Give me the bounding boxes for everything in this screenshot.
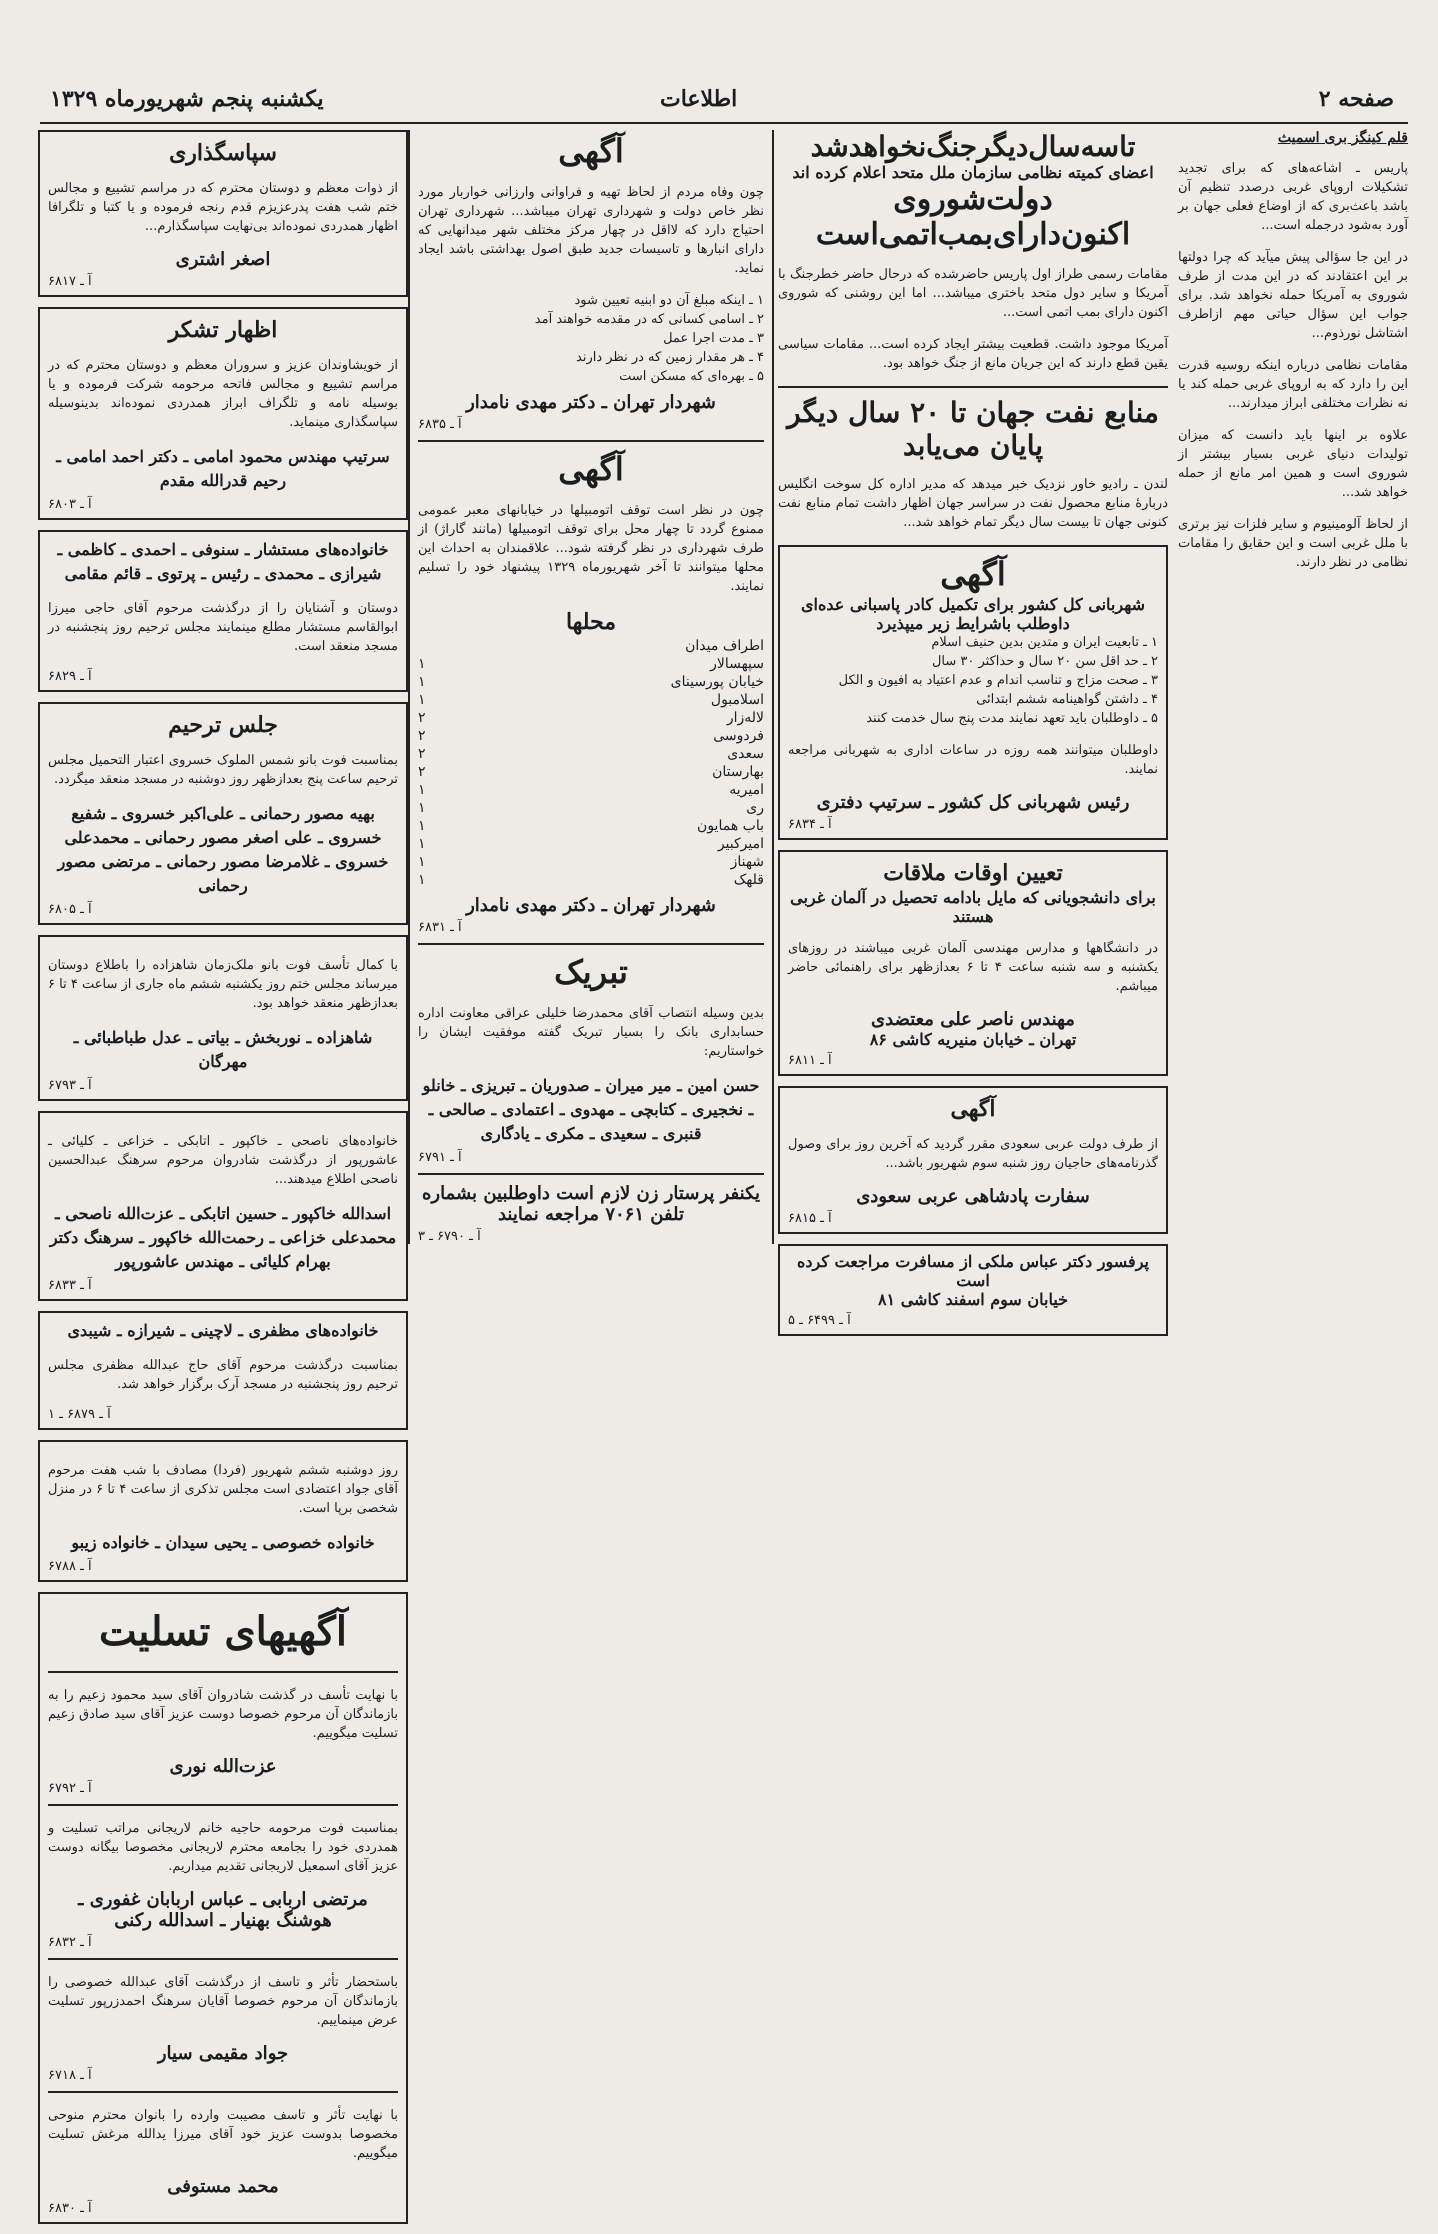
oil-headline: منابع نفت جهان تا ۲۰ سال دیگر پایان می‌یابد [787, 396, 1159, 462]
ad-code: آ ـ ۶۸۳۴ [788, 817, 832, 832]
article-text: مقامات رسمی طراز اول پاریس حاضرشده که درحال حاضر خطرجنگ با آمریکا و سایر دول متحد باختری میباشد... اما این روشنی که شوروی اکنون دارای بمب اتمی است... [778, 267, 1168, 320]
nurse-ad: یکنفر پرستار زن لازم است داوطلبین بشماره تلفن ۷۰۶۱ مراجعه نمایند [421, 1183, 761, 1225]
congrats-names: حسن امین ـ میر میران ـ صدوریان ـ تبریزی ـ خانلو ـ نخجیری ـ کتابچی ـ مهدوی ـ اعتمادی ـ صالحی ـ قنبری ـ سعیدی ـ مکری ـ یادگاری [422, 1076, 760, 1143]
ad-signature: شهردار تهران ـ دکتر مهدی نامدار [466, 392, 716, 413]
ad-item: ۴ ـ هر مقدار زمین که در نظر دارند [576, 350, 764, 365]
ad-text: از خویشاوندان عزیز و سروران معظم و دوستان محترم که در مراسم تشییع و مجالس فاتحه مرحومه شرکت فرموده و یا بوسیله نامه و تلگراف ابراز همدردی نموده‌اند بدینوسیله سپاسگذاری مینماید. [48, 358, 398, 430]
column-middle-right [778, 130, 1168, 1346]
ad-code: آ ـ ۶۸۳۵ [418, 417, 462, 432]
ad-code: آ ـ ۶۷۹۱ [418, 1150, 462, 1165]
ad-code: آ ـ ۶۷۹۲ [48, 1781, 92, 1796]
page-number: صفحه ۲ [1318, 86, 1394, 112]
ad-text: با کمال تأسف فوت بانو ملک‌زمان شاهزاده را باطلاع دوستان میرساند مجلس ختم روز یکشنبه ششم ماه جاری از ساعت ۴ تا ۶ بعدازظهر منعقد خواهد بود. [48, 958, 398, 1011]
ad-item: ۲ ـ اسامی کسانی که در مقدمه خواهند آمد [534, 312, 764, 327]
ad-signature: سفارت پادشاهی عربی سعودی [856, 1186, 1090, 1207]
list-item: باب همایون ۱ [418, 818, 764, 834]
doctor-ad [778, 1244, 1168, 1336]
section-title: آگهیهای تسلیت [99, 1608, 347, 1655]
condolence-text: با نهایت تأثر و تاسف مصیبت وارده را بانوان محترم منوحی مخصوصا بدوست عزیز خود آقای میرزا یدالله مرغش تسلیت میگوییم. [48, 2108, 398, 2161]
obituary-ad [38, 1311, 408, 1430]
obituary-ad [38, 1440, 408, 1582]
ad-names: سرتیپ مهندس محمود امامی ـ دکتر احمد امامی ـ رحیم قدرالله مقدم [56, 447, 390, 490]
ad-text: بمناسبت فوت بانو شمس الملوک خسروی اعتبار التحمیل مجلس ترحیم ساعت پنج بعدازظهر روز دوشنبه در مسجد منعقد میگردد. [48, 753, 398, 787]
ad-code: آ ـ ۶۸۱۷ [48, 274, 92, 289]
families-ad [38, 530, 408, 692]
divider [48, 1958, 398, 1960]
subheadline: اعضای کمیته نظامی سازمان ملل متحد اعلام کرده اند [792, 163, 1154, 182]
ad-text: در دانشگاهها و مدارس مهندسی آلمان غربی میباشند در روزهای یکشنبه و سه شنبه ساعت ۴ تا ۶ بعدازظهر برای راهنمائی حاضر میباشم. [788, 941, 1158, 994]
condolence-signature: عزت‌الله نوری [169, 1756, 277, 1777]
divider [778, 386, 1168, 388]
ad-title: جلس ترحیم [168, 712, 278, 738]
ad-code: آ ـ ۶۸۲۹ [48, 669, 92, 684]
ad-signature: رئیس شهربانی کل کشور ـ سرتیپ دفتری [816, 792, 1130, 813]
article-text: پاریس ـ اشاعه‌های که برای تجدید تشکیلات اروپای غربی درصدد تنظیم آن باشد باعث‌بری که از اوضاع فعلی جهان بر آورد به‌شود درجمله است... [1178, 161, 1408, 233]
list-item: اسلامبول ۱ [418, 692, 764, 708]
locations-list [418, 637, 764, 889]
ad-names: خانواده خصوصی ـ یحیی سیدان ـ خانواده زیبو [71, 1533, 375, 1552]
article-text: از لحاظ آلومینیوم و سایر فلزات نیز برتری با ملل غربی است و این حقایق را مقامات نظامی در نظر دارند. [1178, 517, 1408, 570]
list-item: سعدی ۲ [418, 746, 764, 762]
list-item: قلهک ۱ [418, 872, 764, 888]
list-item: خیابان پورسینای ۱ [418, 674, 764, 690]
condolence-text: باستحضار تأثر و تاسف از درگذشت آقای عبدالله خصوصی را بازماندگان آن مرحوم خصوصا آقایان سرهنگ احمدزرپور تسلیت عرض مینماییم. [48, 1975, 398, 2028]
ad-text: چون در نظر است توقف اتومبیلها در خیابانهای معبر عمومی ممنوع گردد تا چهار محل برای توقف اتومبیلها (مانند گاراژ) از طرف شهرداری در نظر گرفته شود... علاقمندان به احداث این محلها میتوانند تا آخر شهریورماه ۱۳۲۹ پیشنهاد خود را تسلیم نمایند. [418, 503, 764, 594]
ad-code: آ ـ ۶۸۳۰ [48, 2201, 92, 2216]
ad-code: آ ـ ۶۸۱۱ [788, 1053, 832, 1068]
ad-code: آ ـ ۶۸۰۵ [48, 902, 92, 917]
ad-code: آ ـ ۶۸۰۳ [48, 497, 92, 512]
list-item: فردوسی ۲ [418, 728, 764, 744]
divider [48, 1671, 398, 1673]
condolence-text: با نهایت تأسف در گذشت شادروان آقای سید محمود زعیم را به بازماندگان آن مرحوم خصوصا دوست عزیز آقای سید صادق زعیم تسلیت میگوییم. [48, 1688, 398, 1741]
ad-item: ۲ ـ حد اقل سن ۲۰ سال و حداکثر ۳۰ سال [931, 654, 1158, 669]
obituary-ad [38, 935, 408, 1101]
condolence-text: بمناسبت فوت مرحومه حاجیه خانم لاریجانی مراتب تسلیت و همدردی خود را بجامعه محترم لاریجانی مخصوصا بیگانه دوست عزیز آقای اسمعیل لاریجانی تقدیم میداریم. [48, 1821, 398, 1874]
condolence-signature: مرتضی اربابی ـ عباس اربابان غفوری ـ هوشنگ بهنیار ـ اسدالله رکنی [78, 1889, 368, 1931]
ad-text: چون وفاه مردم از لحاظ تهیه و فراوانی وارزانی خواربار مورد نظر خاص دولت و شهرداری تهران میباشد... شهرداری تهران احتیاج دارد که لااقل در چهار مرکز مختلف شهر میدانهایی که دارای انبارها و تاسیسات جدید طبق اصول بهداشتی باشد ایجاد نماید. [418, 185, 764, 276]
divider [418, 1173, 764, 1175]
ad-code: آ ـ ۶۷۸۸ [48, 1559, 92, 1574]
list-item: شهناز ۱ [418, 854, 764, 870]
ad-code: آ ـ ۶۸۷۹ ـ ۱ [48, 1407, 111, 1422]
list-item: بهارستان ۲ [418, 764, 764, 780]
obituary-ad [38, 1111, 408, 1301]
ad-address: خیابان سوم اسفند کاشی ۸۱ [877, 1290, 1069, 1309]
newspaper-name: اطلاعات [660, 86, 738, 112]
list-item: امیریه ۱ [418, 782, 764, 798]
headline-secondary: دولت‌شوروی اکنون‌دارای‌بمب‌اتمی‌است [815, 182, 1131, 252]
ad-title: آگهی [950, 1096, 996, 1122]
ad-item: ۴ ـ داشتن گواهینامه ششم ابتدائی [976, 692, 1158, 707]
locations-header: اطراف میدان [685, 638, 764, 654]
ad-text: دوستان و آشنایان را از درگذشت مرحوم آقای حاجی میرزا ابوالقاسم مستشار مطلع مینمایند مجلس ترحیم روز پنجشنبه در مسجد منعقد است. [48, 601, 398, 654]
ad-title: سپاسگذاری [169, 140, 277, 166]
ad-item: ۵ ـ داوطلبان باید تعهد نمایند مدت پنج سال خدمت کنند [866, 711, 1158, 726]
ad-names: بهیه مصور رحمانی ـ علی‌اکبر خسروی ـ شفیع خسروی ـ علی اصغر مصور رحمانی ـ محمدعلی خسروی ـ غلامرضا مصور رحمانی ـ مرتضی مصور رحمانی [57, 804, 389, 895]
ad-code: آ ـ ۶۷۹۰ ـ ۳ [418, 1229, 481, 1244]
ad-signature: شهردار تهران ـ دکتر مهدی نامدار [466, 895, 716, 916]
meeting-ad [778, 850, 1168, 1076]
headline: تاسه‌سال‌دیگرجنگ‌نخواهدشد [810, 130, 1136, 163]
column-right [1178, 130, 1408, 585]
ad-item: ۱ ـ تابعیت ایران و متدین بدین حنیف اسلام [931, 635, 1158, 650]
page-header [40, 78, 1408, 124]
ad-text: بمناسبت درگذشت مرحوم آقای حاج عبدالله مظفری مجلس ترحیم روز پنجشنبه در مسجد آرک برگزار خواهد شد. [48, 1358, 398, 1392]
ad-item: ۳ ـ مدت اجرا عمل [663, 331, 764, 346]
divider [418, 440, 764, 442]
ad-address: تهران ـ خیابان منیریه کاشی ۸۶ [869, 1030, 1077, 1049]
article-text: علاوه بر اینها باید دانست که میزان تولیدات دنیای غربی بسیار بیشتر از شوروی است و همین امر مانع از حمله خواهد شد... [1178, 428, 1408, 500]
oil-article: لندن ـ رادیو خاور نزدیک خبر میدهد که مدیر اداره کل سوخت انگلیس دربارهٔ منابع محصول نفت در سراسر جهان اظهار داشت تمام منابع نفت کنونی جهان تا بیست سال دیگر تمام خواهد شد... [778, 477, 1168, 530]
ad-title: آگهی [558, 132, 624, 170]
ad-title: اظهار تشکر [168, 317, 278, 343]
saudi-ad [778, 1086, 1168, 1234]
issue-date: یکشنبه پنجم شهریورماه ۱۳۲۹ [50, 86, 324, 112]
ad-text: خانواده‌های ناصحی ـ خاکپور ـ اتابکی ـ خزاعی ـ کلیائی ـ عاشورپور از درگذشت شادروان مرحوم سرهنگ عبدالحسین ناصحی اطلاع میدهند... [48, 1134, 398, 1187]
ad-names: شاهزاده ـ نوربخش ـ بیاتی ـ عدل طباطبائی ـ مهرگان [73, 1028, 373, 1071]
ad-text: از طرف دولت عربی سعودی مقرر گردید که آخرین روز برای وصول گذرنامه‌های حاجیان روز شنبه سوم شهریور باشد... [788, 1137, 1158, 1171]
ad-title: تعیین اوقات ملاقات [883, 860, 1063, 886]
congrats-text: بدین وسیله انتصاب آقای محمدرضا خلیلی عراقی معاونت اداره حسابداری بانک را بسیار تبریک گفته موفقیت ایشان را خواستاریم: [418, 1006, 764, 1059]
ad-title: آگهی [940, 555, 1006, 593]
condolence-signature: محمد مستوفی [167, 2176, 279, 2197]
article-text: آمریکا موجود داشت. قطعیت بیشتر ایجاد کرده است... مقامات سیاسی یقین قطع دارند که این جریان مانع از جنگ خواهد بود. [778, 337, 1168, 371]
ad-signature: مهندس ناصر علی معتضدی [871, 1009, 1075, 1030]
article-text: در این جا سؤالی پیش میآید که چرا دولتها بر این اعتقادند که در این مدت از طرف شوروی به آمریکا حمله نخواهد شد. برای جواب این سؤال حیاتی مهم ازاطرف اشتاشل نورذوم... [1178, 250, 1408, 341]
divider [418, 943, 764, 945]
ad-code: آ ـ ۶۷۹۳ [48, 1078, 92, 1093]
ad-lead: برای دانشجویانی که مایل بادامه تحصیل در آلمان غربی هستند [790, 888, 1156, 926]
byline: قلم کینگز بری اسمیث [1277, 130, 1408, 146]
ad-text: پرفسور دکتر عباس ملکی از مسافرت مراجعت کرده است [797, 1252, 1149, 1290]
ad-text: روز دوشنبه ششم شهریور (فردا) مصادف با شب هفت مرحوم آقای جواد اعتضادی است مجلس تذکری از ساعت ۴ تا ۶ در منزل شخصی برپا است. [48, 1463, 398, 1516]
ad-code: آ ـ ۶۸۳۳ [48, 1278, 92, 1293]
ad-names: خانواده‌های مستشار ـ سنوفی ـ احمدی ـ کاظمی ـ شیرازی ـ محمدی ـ رئیس ـ پرتوی ـ قائم مقامی [57, 540, 389, 583]
list-item: لاله‌زار ۲ [418, 710, 764, 726]
column-middle-left [408, 130, 774, 1244]
locations-title: محلها [565, 609, 617, 635]
ad-code: آ ـ ۶۸۱۵ [788, 1211, 832, 1226]
gratitude-ad [38, 307, 408, 520]
column-left [38, 130, 408, 2234]
ad-code: آ ـ ۶۸۳۱ [418, 920, 462, 935]
ad-text: از ذوات معظم و دوستان محترم که در مراسم تشییع و مجالس ختم شب هفت پدرعزیزم قدم رنجه فرموده و یا کتبا و تلگرافا اظهار همدردی نموده‌اند بی‌نهایت سپاسگذارم... [48, 181, 398, 234]
ad-item: ۱ ـ اینکه مبلغ آن دو ابنیه تعیین شود [574, 293, 764, 308]
ad-code: آ ـ ۶۸۳۲ [48, 1935, 92, 1950]
congrats-title: تبریک [554, 953, 628, 991]
ad-names: اسدالله خاکپور ـ حسین اتابکی ـ عزت‌الله ناصحی ـ محمدعلی خزاعی ـ رحمت‌الله خاکپور ـ سرهنگ دکتر بهرام کلیائی ـ مهندس عاشورپور [49, 1204, 397, 1271]
ad-lead: شهربانی کل کشور برای تکمیل کادر پاسبانی عده‌ای داوطلب باشرایط زیر میپذیرد [801, 595, 1145, 633]
ad-code: آ ـ ۶۷۱۸ [48, 2068, 92, 2083]
ad-names: خانواده‌های مظفری ـ لاچینی ـ شیرازه ـ شیبدی [67, 1321, 379, 1340]
police-ad [778, 545, 1168, 840]
ad-signature: اصغر اشتری [175, 249, 271, 270]
thanks-ad [38, 130, 408, 297]
ad-code: آ ـ ۶۴۹۹ ـ ۵ [788, 1313, 851, 1328]
ad-title: آگهی [558, 450, 624, 488]
memorial-ad [38, 702, 408, 925]
list-item: سپهسالار ۱ [418, 656, 764, 672]
divider [48, 1804, 398, 1806]
list-item: امیرکبیر ۱ [418, 836, 764, 852]
condolence-section [38, 1592, 408, 2224]
ad-item: ۳ ـ صحت مزاج و تناسب اندام و عدم اعتیاد به افیون و الکل [838, 673, 1158, 688]
article-text: مقامات نظامی درباره اینکه روسیه قدرت این را دارد که به اروپای غربی حمله کند یا نه نظرات مختلفی ابراز میدارند... [1178, 358, 1408, 411]
list-item: ری ۱ [418, 800, 764, 816]
ad-item: ۵ ـ بهره‌ای که مسکن است [619, 369, 764, 384]
ad-text: داوطلبان میتوانند همه روزه در ساعات اداری به شهربانی مراجعه نمایند. [788, 743, 1158, 777]
divider [48, 2091, 398, 2093]
condolence-signature: جواد مقیمی سیار [157, 2043, 289, 2064]
